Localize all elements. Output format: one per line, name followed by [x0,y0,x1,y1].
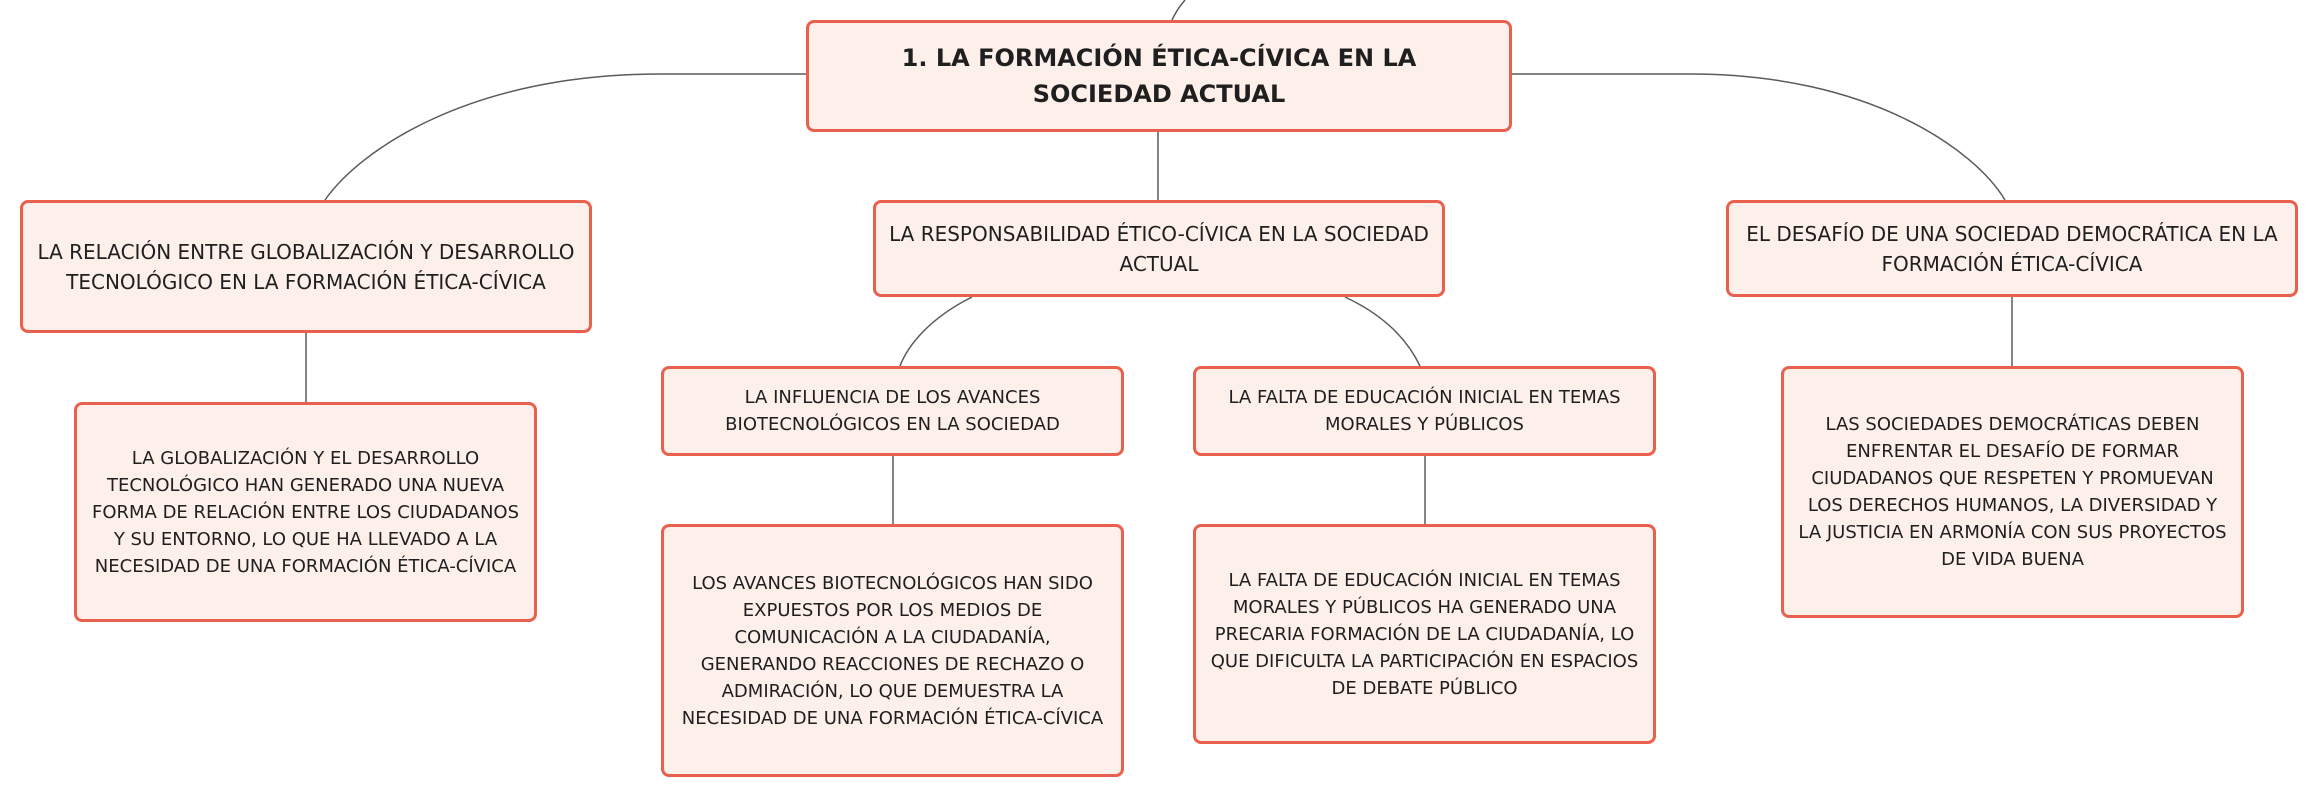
subtopic-education-lack-text: LA FALTA DE EDUCACIÓN INICIAL EN TEMAS MORALES Y PÚBLICOS [1228,387,1621,435]
topic-globalization-node[interactable] [20,200,592,333]
topic-democracy-text: EL DESAFÍO DE UNA SOCIEDAD DEMOCRÁTICA EN LA FORMACIÓN ÉTICA-CÍVICA [1746,221,2278,276]
connector-center-education [1345,297,1420,366]
topic-democracy-node[interactable] [1726,200,2298,297]
connector-root-left [325,74,806,200]
connector-root-right [1512,74,2005,200]
connector-root-parent [1172,0,1185,20]
detail-biotech-influence-text: LOS AVANCES BIOTECNOLÓGICOS HAN SIDO EXPUESTOS POR LOS MEDIOS DE COMUNICACIÓN A LA CIUDADANÍA, GENERANDO REACCIONES DE RECHAZO O ADMIRACIÓN, LO QUE DEMUESTRA LA NECESIDAD DE UNA FORMACIÓN ÉTICA-CÍVICA [681,572,1104,729]
subtopic-biotech-influence-node[interactable] [661,366,1124,456]
detail-education-lack-text: LA FALTA DE EDUCACIÓN INICIAL EN TEMAS MORALES Y PÚBLICOS HA GENERADO UNA PRECARIA FORMACIÓN DE LA CIUDADANÍA, LO QUE DIFICULTA LA PARTICIPACIÓN EN ESPACIOS DE DEBATE PÚBLICO [1210,569,1639,699]
topic-responsibility-text: LA RESPONSABILIDAD ÉTICO-CÍVICA EN LA SOCIEDAD ACTUAL [889,221,1429,276]
subtopic-biotech-influence-text: LA INFLUENCIA DE LOS AVANCES BIOTECNOLÓGICOS EN LA SOCIEDAD [725,387,1060,435]
root-topic-text: 1. LA FORMACIÓN ÉTICA-CÍVICA EN LA SOCIEDAD ACTUAL [901,44,1417,108]
root-topic-node[interactable] [806,20,1512,132]
topic-responsibility-node[interactable] [873,200,1445,297]
detail-education-lack-node[interactable] [1193,524,1656,744]
detail-globalization-text: LA GLOBALIZACIÓN Y EL DESARROLLO TECNOLÓGICO HAN GENERADO UNA NUEVA FORMA DE RELACIÓN ENTRE LOS CIUDADANOS Y SU ENTORNO, LO QUE HA LLEVADO A LA NECESIDAD DE UNA FORMACIÓN ÉTICA-CÍVICA [91,447,520,577]
connector-center-influence [900,297,972,366]
detail-democracy-node[interactable] [1781,366,2244,618]
detail-democracy-text: LAS SOCIEDADES DEMOCRÁTICAS DEBEN ENFRENTAR EL DESAFÍO DE FORMAR CIUDADANOS QUE RESPETEN Y PROMUEVAN LOS DERECHOS HUMANOS, LA DIVERSIDAD Y LA JUSTICIA EN ARMONÍA CON SUS PROYECTOS DE VIDA BUENA [1798,414,2227,570]
subtopic-education-lack-node[interactable] [1193,366,1656,456]
detail-globalization-node[interactable] [74,402,537,622]
detail-biotech-influence-node[interactable] [661,524,1124,777]
topic-globalization-text: LA RELACIÓN ENTRE GLOBALIZACIÓN Y DESARROLLO TECNOLÓGICO EN LA FORMACIÓN ÉTICA-CÍVICA [37,239,575,294]
